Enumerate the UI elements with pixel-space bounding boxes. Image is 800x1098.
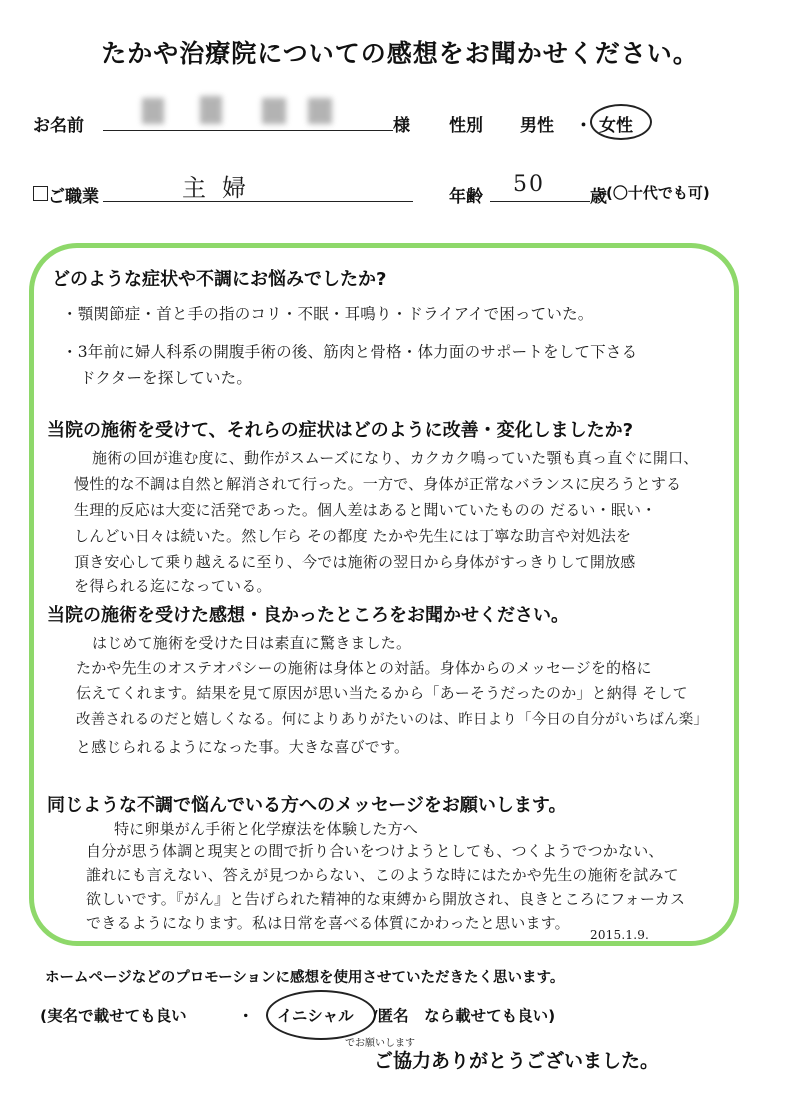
option-initial[interactable]: イニシャル <box>277 1007 354 1025</box>
answer-2-line-3: 生理的反応は大変に活発であった。個人差はあると聞いていたものの だるい・眠い・ <box>74 501 657 519</box>
occupation-underline <box>103 201 413 202</box>
answer-3-line-5: と感じられるようになった事。大きな喜びです。 <box>76 738 410 756</box>
answer-1-line-2: ・3年前に婦人科系の開腹手術の後、筋肉と骨格・体力面のサポートをして下さる <box>62 343 638 361</box>
answer-4-line-2: 自分が思う体調と現実との間で折り合いをつけようとしても、つくようでつかない、 <box>86 842 664 860</box>
name-label: お名前 <box>33 116 84 136</box>
gender-female-option[interactable]: 女性 <box>599 116 633 136</box>
answer-3-line-1: はじめて施術を受けた日は素直に驚きました。 <box>92 634 412 652</box>
promo-text: ホームページなどのプロモーションに感想を使用させていただきたく思います。 <box>45 970 565 986</box>
question-1: どのような症状や不調にお悩みでしたか? <box>52 269 387 290</box>
name-suffix: 様 <box>393 116 410 136</box>
answer-4-line-5: できるようになります。私は日常を喜べる体質にかわったと思います。 <box>86 914 570 932</box>
answer-3-line-3: 伝えてくれます。結果を見て原因が思い当たるから「あーそうだったのか」と納得 そして <box>76 684 688 702</box>
question-2: 当院の施術を受けて、それらの症状はどのように改善・変化しましたか? <box>47 420 634 441</box>
answer-2-line-5: 頂き安心して乗り越えるに至り、今では施術の翌日から身体がすっきりして開放感 <box>74 553 636 571</box>
age-label: 年齢 <box>449 187 483 207</box>
age-underline <box>490 201 590 202</box>
gender-label: 性別 <box>449 116 483 136</box>
initial-note: でお願いします <box>345 1038 415 1049</box>
thanks-text: ご協力ありがとうございました。 <box>374 1050 660 1072</box>
option-dot: ・ <box>238 1007 254 1025</box>
initial-selected-circle <box>266 990 376 1040</box>
answer-3-line-2: たかや先生のオステオパシーの施術は身体との対話。身体からのメッセージを的格に <box>76 659 652 677</box>
form-title: たかや治療院についての感想をお聞かせください。 <box>101 39 699 68</box>
occupation-checkbox[interactable] <box>33 186 48 201</box>
gender-selected-circle <box>590 104 652 140</box>
occupation-value: 主婦 <box>182 174 262 202</box>
option-real-name[interactable]: (実名で載せても良い <box>40 1007 187 1025</box>
question-3: 当院の施術を受けた感想・良かったところをお聞かせください。 <box>47 605 569 626</box>
answer-2-line-6: を得られる迄になっている。 <box>74 577 272 595</box>
age-suffix: 歳 <box>590 187 607 207</box>
question-4: 同じような不調で悩んでいる方へのメッセージをお願いします。 <box>47 795 567 816</box>
answer-3-line-4: 改善されるのだと嬉しくなる。何によりありがたいのは、昨日より「今日の自分がいちばん楽」 <box>76 712 709 728</box>
name-underline <box>103 130 393 131</box>
answer-4-line-3: 誰れにも言えない、答えが見つからない、このような時にはたかや先生の施術を試みて <box>86 866 679 884</box>
answer-4-line-1: 特に卵巣がん手術と化学療法を体験した方へ <box>114 820 419 838</box>
option-anonymous[interactable]: /匿名 なら載せても良い) <box>372 1007 556 1025</box>
answer-date: 2015.1.9. <box>590 928 650 942</box>
answer-2-line-1: 施術の回が進む度に、動作がスムーズになり、カクカク鳴っていた顎も真っ直ぐに開口、 <box>92 449 699 467</box>
answer-1-line-3: ドクターを探していた。 <box>80 369 253 387</box>
answer-4-line-4: 欲しいです。『がん』と告げられた精神的な束縛から開放され、良きところにフォーカス <box>86 890 686 908</box>
answer-1-line-1: ・顎関節症・首と手の指のコリ・不眠・耳鳴り・ドライアイで困っていた。 <box>62 305 594 323</box>
age-value: 50 <box>513 172 545 197</box>
gender-separator: ・ <box>575 116 592 136</box>
answer-2-line-4: しんどい日々は続いた。然し乍ら その都度 たかや先生には丁寧な助言や対処法を <box>74 527 632 545</box>
answer-2-line-2: 慢性的な不調は自然と解消されて行った。一方で、身体が正常なバランスに戻ろうとする <box>74 475 682 493</box>
gender-male-option[interactable]: 男性 <box>520 116 554 136</box>
occupation-label: ご職業 <box>48 187 99 207</box>
age-note: (〇十代でも可) <box>606 184 710 202</box>
